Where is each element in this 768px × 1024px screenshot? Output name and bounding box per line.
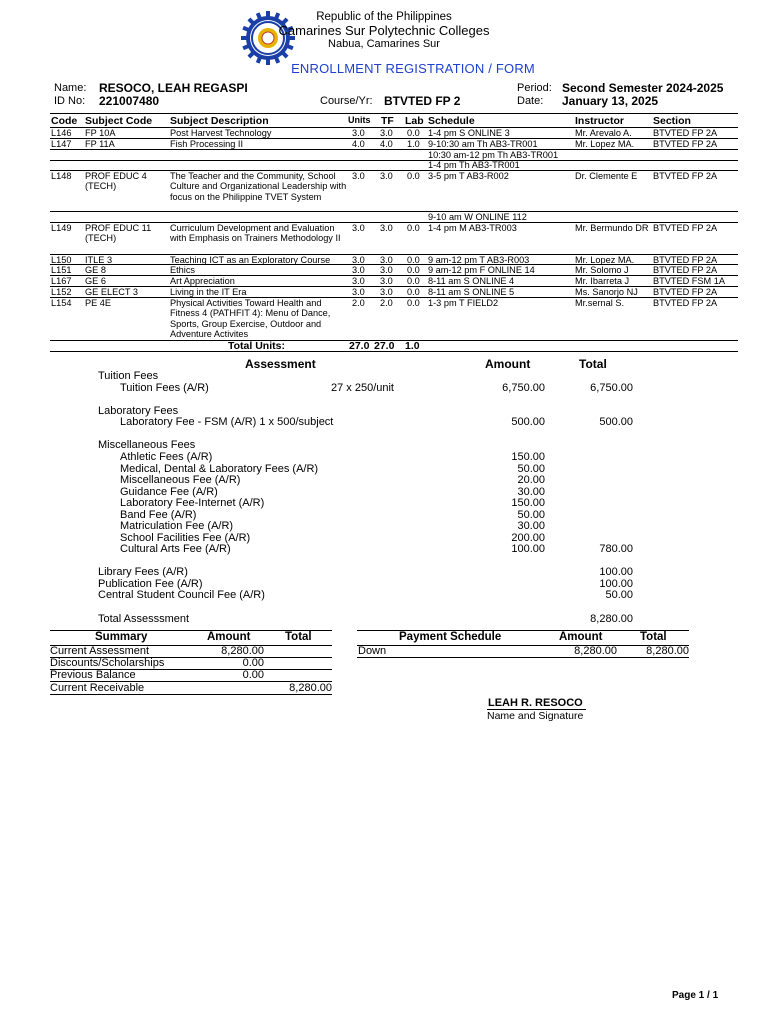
date-value: January 13, 2025 (562, 94, 659, 108)
cell-description: Fish Processing II (170, 139, 244, 149)
discounts-label: Discounts/Scholarships (50, 657, 165, 669)
cell-code: L152 (51, 287, 72, 297)
other-fee-label: Central Student Council Fee (A/R) (98, 589, 265, 601)
cell-schedule: 1-4 pm M AB3-TR003 (428, 223, 517, 233)
cell-lab: 0.0 (407, 276, 420, 286)
college-address: Nabua, Camarines Sur (328, 38, 440, 50)
misc-fee-label: Guidance Fee (A/R) (120, 485, 218, 498)
cell-tf: 2.0 (380, 298, 393, 308)
cell-subject-code: GE ELECT 3 (85, 287, 138, 297)
cell-lab: 0.0 (407, 265, 420, 275)
payment-bottom-rule (357, 657, 689, 658)
cell-section: BTVTED FP 2A (653, 128, 718, 138)
period-label: Period: (517, 82, 552, 94)
misc-fee-amount: 100.00 (511, 543, 545, 555)
col-lab-header: Lab (405, 115, 424, 127)
cell-instructor: Mr. Lopez MA. (575, 139, 635, 149)
cell-subject-code: GE 6 (85, 276, 106, 286)
col-tf-header: TF (381, 115, 394, 127)
cell-schedule: 1-4 pm S ONLINE 3 (428, 128, 510, 138)
misc-fee-label: Band Fee (A/R) (120, 508, 197, 521)
cell-schedule: 9 am-12 pm T AB3-R003 (428, 255, 530, 265)
lab-amount: 500.00 (511, 416, 545, 428)
col-schedule-header: Schedule (428, 115, 475, 127)
tuition-calc: 27 x 250/unit (331, 382, 394, 394)
other-fee-label: Library Fees (A/R) (98, 566, 188, 578)
signatory-name: LEAH R. RESOCO (488, 697, 583, 709)
current-assessment-label: Current Assessment (50, 645, 150, 657)
cell-schedule: 8-11 am S ONLINE 4 (428, 276, 515, 286)
cell-schedule: 8-11 am S ONLINE 5 (428, 287, 515, 297)
other-fee-total: 100.00 (599, 566, 633, 578)
cell-description: Living in the IT Era (170, 287, 247, 297)
course-label: Course/Yr: (320, 95, 373, 107)
cell-lab: 0.0 (407, 171, 420, 181)
totals-bottom-rule (50, 351, 738, 352)
col-code-header: Code (51, 115, 78, 127)
total-header: Total (579, 357, 607, 371)
republic-line: Republic of the Philippines (316, 11, 452, 23)
other-fee-label: Publication Fee (A/R) (98, 577, 203, 590)
other-fee-total: 50.00 (605, 589, 633, 601)
current-receivable-total: 8,280.00 (289, 682, 332, 694)
misc-fee-amount: 20.00 (517, 474, 545, 486)
col-description-header: Subject Description (170, 115, 269, 127)
row-divider (50, 275, 738, 276)
row-divider (50, 222, 738, 223)
row-divider (50, 160, 738, 161)
misc-fee-label: Cultural Arts Fee (A/R) (120, 543, 231, 555)
cell-units: 3.0 (352, 171, 365, 181)
cell-section: BTVTED FP 2A (653, 287, 718, 297)
cell-instructor: Dr. Clemente E (575, 171, 638, 181)
misc-fee-amount: 30.00 (517, 485, 545, 498)
misc-fee-amount: 30.00 (517, 520, 545, 532)
cell-subject-code: PE 4E (85, 298, 112, 308)
cell-subject-code: FP 10A (85, 128, 116, 138)
cell-subject-code: PROF EDUC 11 (TECH) (85, 223, 152, 244)
row-divider (50, 264, 738, 265)
summary-amount-header: Amount (207, 631, 251, 643)
cell-lab: 0.0 (407, 255, 420, 265)
misc-fee-amount: 50.00 (517, 508, 545, 521)
row-divider (50, 138, 738, 139)
cell-instructor: Mr. Arevalo A. (575, 128, 632, 138)
college-name: Camarines Sur Polytechnic Colleges (278, 23, 490, 38)
cell-units: 2.0 (352, 298, 365, 308)
cell-description: Post Harvest Technology (170, 128, 272, 138)
cell-code: L149 (51, 223, 72, 233)
tuition-total: 6,750.00 (590, 382, 633, 394)
col-units-header: Units (348, 115, 371, 125)
cell-units: 3.0 (352, 255, 365, 265)
cell-instructor: Ms. Sanorjo NJ (575, 287, 638, 297)
cell-units: 4.0 (352, 139, 365, 149)
amount-header: Amount (485, 357, 531, 371)
cell-instructor: Mr. Bermundo DR (575, 223, 649, 233)
total-units-label: Total Units: (228, 340, 285, 352)
cell-lab: 0.0 (407, 223, 420, 233)
payment-schedule-header: Payment Schedule (399, 631, 502, 643)
cell-tf: 3.0 (380, 265, 393, 275)
cell-section: BTVTED FP 2A (653, 223, 718, 233)
summary-total-header: Total (285, 631, 312, 643)
down-total: 8,280.00 (646, 645, 689, 657)
row-divider (50, 297, 738, 298)
cell-instructor: Mr. Lopez MA. (575, 255, 635, 265)
cell-lab: 1.0 (407, 139, 420, 149)
student-id: 221007480 (99, 94, 160, 108)
payment-amount-header: Amount (559, 631, 603, 643)
summary-bottom-rule (50, 694, 332, 695)
cell-code: L167 (51, 276, 72, 286)
cell-lab: 0.0 (407, 287, 420, 297)
down-label: Down (358, 645, 387, 657)
cell-tf: 3.0 (380, 128, 393, 138)
row-divider (50, 149, 738, 150)
current-assessment-amount: 8,280.00 (221, 645, 264, 657)
total-assessment-value: 8,280.00 (590, 613, 633, 625)
misc-fee-amount: 150.00 (511, 451, 545, 463)
misc-fee-label: Miscellaneous Fee (A/R) (120, 474, 241, 486)
name-label: Name: (54, 82, 87, 94)
cell-subject-code: PROF EDUC 4 (TECH) (85, 171, 147, 192)
cell-subject-code: GE 8 (85, 265, 106, 275)
form-title: ENROLLMENT REGISTRATION / FORM (291, 61, 535, 76)
page-number: Page 1 / 1 (672, 990, 719, 1001)
tuition-item: Tuition Fees (A/R) (120, 382, 209, 394)
misc-fee-amount: 50.00 (517, 462, 545, 475)
lab-total: 500.00 (599, 416, 633, 428)
cell-instructor: Mr. Solomo J (575, 265, 629, 275)
cell-section: BTVTED FP 2A (653, 171, 718, 181)
cell-section: BTVTED FP 2A (653, 255, 718, 265)
cell-code: L154 (51, 298, 72, 308)
total-tf-value: 27.0 (374, 340, 395, 352)
cell-instructor: Mr.sernal S. (575, 298, 625, 308)
down-amount: 8,280.00 (574, 645, 617, 657)
total-assessment-label: Total Assesssment (98, 613, 190, 625)
assessment-header: Assessment (245, 357, 316, 371)
row-divider (50, 170, 738, 171)
cell-schedule: 10:30 am-12 pm Th AB3-TR001 (428, 150, 559, 160)
cell-subject-code: FP 11A (85, 139, 115, 149)
cell-tf: 3.0 (380, 223, 393, 233)
misc-fee-amount: 200.00 (511, 531, 545, 544)
cell-schedule: 1-4 pm Th AB3-TR001 (428, 160, 520, 170)
cell-tf: 4.0 (380, 139, 393, 149)
total-units-value: 27.0 (349, 340, 370, 352)
previous-balance-amount: 0.00 (242, 669, 264, 681)
cell-schedule: 9 am-12 pm F ONLINE 14 (428, 265, 535, 275)
col-subject-code-header: Subject Code (85, 115, 153, 127)
lab-item: Laboratory Fee - FSM (A/R) 1 x 500/subject (120, 416, 334, 428)
cell-description: Curriculum Development and Evaluation with Emphasis on Trainers Methodology II (170, 223, 341, 244)
table-top-rule (50, 113, 738, 114)
cell-schedule: 1-3 pm T FIELD2 (428, 298, 499, 308)
tuition-group: Tuition Fees (98, 370, 159, 382)
misc-fee-label: Medical, Dental & Laboratory Fees (A/R) (120, 462, 319, 475)
tuition-amount: 6,750.00 (502, 382, 545, 394)
id-label: ID No: (54, 95, 86, 107)
course-year: BTVTED FP 2 (384, 94, 461, 108)
cell-code: L150 (51, 255, 72, 265)
cell-section: BTVTED FP 2A (653, 298, 718, 308)
cell-description: Teaching ICT as an Exploratory Course (170, 255, 331, 265)
lab-group: Laboratory Fees (98, 405, 179, 417)
student-name: RESOCO, LEAH REGASPI (99, 81, 248, 95)
cell-code: L151 (51, 265, 72, 275)
cell-lab: 0.0 (407, 128, 420, 138)
signature-caption: Name and Signature (487, 710, 584, 722)
misc-total: 780.00 (599, 543, 633, 555)
row-divider (50, 211, 738, 212)
payment-total-header: Total (640, 631, 667, 643)
cell-lab: 0.0 (407, 298, 420, 308)
misc-fee-label: Athletic Fees (A/R) (120, 451, 213, 463)
cell-subject-code: ITLE 3 (85, 255, 113, 265)
cell-code: L148 (51, 171, 72, 181)
misc-group: Miscellaneous Fees (98, 439, 196, 451)
cell-description: The Teacher and the Community, School Culture and Organizational Leadership with focus on the Philippine TVET System (170, 171, 347, 202)
cell-tf: 3.0 (380, 276, 393, 286)
cell-section: BTVTED FP 2A (653, 139, 718, 149)
cell-units: 3.0 (352, 128, 365, 138)
previous-balance-label: Previous Balance (50, 669, 136, 681)
date-label: Date: (517, 95, 544, 107)
cell-schedule: 9-10:30 am Th AB3-TR001 (428, 139, 538, 149)
row-divider (50, 286, 738, 287)
cell-tf: 3.0 (380, 287, 393, 297)
cell-schedule: 9-10 am W ONLINE 112 (428, 212, 527, 222)
cell-description: Art Appreciation (170, 276, 235, 286)
summary-header: Summary (95, 631, 148, 643)
misc-fee-label: Matriculation Fee (A/R) (120, 520, 234, 532)
other-fee-total: 100.00 (599, 577, 633, 590)
cell-units: 3.0 (352, 276, 365, 286)
cell-code: L146 (51, 128, 72, 138)
misc-fee-label: Laboratory Fee-Internet (A/R) (120, 497, 265, 509)
cell-section: BTVTED FP 2A (653, 265, 718, 275)
row-divider (50, 254, 738, 255)
cell-tf: 3.0 (380, 255, 393, 265)
cell-units: 3.0 (352, 223, 365, 233)
col-instructor-header: Instructor (575, 115, 625, 127)
cell-code: L147 (51, 139, 72, 149)
discounts-amount: 0.00 (242, 657, 264, 669)
misc-fee-label: School Facilities Fee (A/R) (120, 531, 251, 544)
cell-tf: 3.0 (380, 171, 393, 181)
period-value: Second Semester 2024-2025 (562, 81, 724, 95)
cell-units: 3.0 (352, 265, 365, 275)
current-receivable-label: Current Receivable (50, 682, 145, 694)
cell-section: BTVTED FSM 1A (653, 276, 725, 286)
total-lab-value: 1.0 (405, 340, 420, 352)
cell-description: Physical Activities Toward Health and Fitness 4 (PATHFIT 4): Menu of Dance, Sports, Group Exercise, Outdoor and Adventure Activites (170, 298, 331, 339)
cell-instructor: Mr. Ibarreta J (575, 276, 630, 286)
col-section-header: Section (653, 115, 691, 127)
misc-fee-amount: 150.00 (511, 497, 545, 509)
cell-schedule: 3-5 pm T AB3-R002 (428, 171, 509, 181)
cell-units: 3.0 (352, 287, 365, 297)
cell-description: Ethics (170, 265, 196, 275)
